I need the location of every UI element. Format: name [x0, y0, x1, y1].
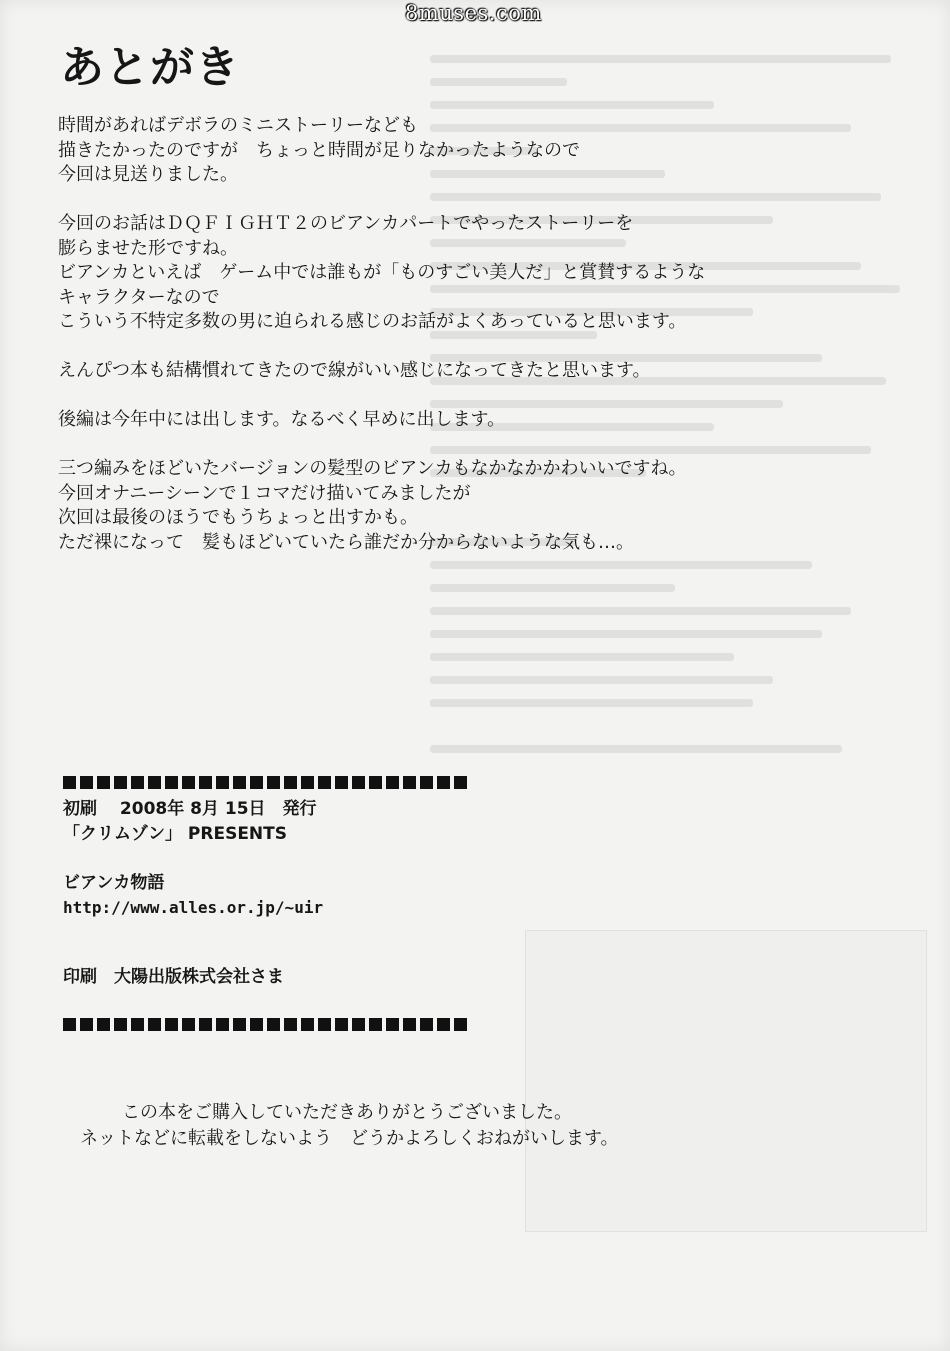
paragraph	[58, 114, 838, 188]
text-line: 今回のお話はＤＱＦＩＧＨＴ２のビアンカパートでやったストーリーを	[58, 213, 634, 234]
first-print-date: 初刷 2008年 8月 15日 発行	[63, 799, 317, 819]
square-divider-top	[63, 776, 471, 789]
text-line: キャラクターなので	[58, 286, 220, 308]
show-through-panel	[525, 930, 927, 1232]
site-watermark: 8muses.com	[405, 1, 542, 25]
paragraph	[58, 408, 838, 433]
book-title: ビアンカ物語	[63, 873, 165, 893]
website-url: http://www.alles.or.jp/~uir	[63, 898, 324, 917]
thanks-message	[80, 1100, 619, 1152]
text-line: ネットなどに転載をしないよう どうかよろしくおねがいします。	[80, 1128, 619, 1149]
text-line: 描きたかったのですが ちょっと時間が足りなかったようなので	[58, 139, 580, 161]
text-line: この本をご購入していただきありがとうございました。	[122, 1102, 572, 1123]
text-line: ビアンカといえば ゲーム中では誰もが「ものすごい美人だ」と賞賛するような	[58, 262, 706, 283]
text-line: 次回は最後のほうでもうちょっと出すかも。	[58, 507, 418, 528]
page-title: あとがき	[60, 42, 240, 93]
text-line: 今回は見送りました。	[58, 164, 238, 185]
paragraph	[58, 212, 838, 335]
text-line: こういう不特定多数の男に迫られる感じのお話がよくあっていると思います。	[58, 311, 687, 332]
printer-credit: 印刷 大陽出版株式会社さま	[63, 967, 284, 987]
text-line: 後編は今年中には出します。なるべく早めに出します。	[58, 409, 506, 430]
paragraph	[58, 457, 838, 555]
text-line: 三つ編みをほどいたバージョンの髪型のビアンカもなかなかかわいいですね。	[58, 458, 687, 479]
square-divider-bottom	[63, 1018, 471, 1031]
text-line: 膨らませた形ですね。	[58, 237, 238, 259]
paragraph	[58, 359, 838, 384]
text-line: 時間があればデボラのミニストーリーなども	[58, 115, 418, 136]
afterword-body	[58, 114, 838, 555]
circle-presents: 「クリムゾン」 PRESENTS	[63, 824, 288, 844]
text-line: 今回オナニーシーンで１コマだけ描いてみましたが	[58, 482, 471, 504]
text-line: ただ裸になって 髪もほどいていたら誰だか分からないような気も…。	[58, 531, 634, 553]
text-line: えんぴつ本も結構慣れてきたので線がいい感じになってきたと思います。	[58, 360, 651, 381]
